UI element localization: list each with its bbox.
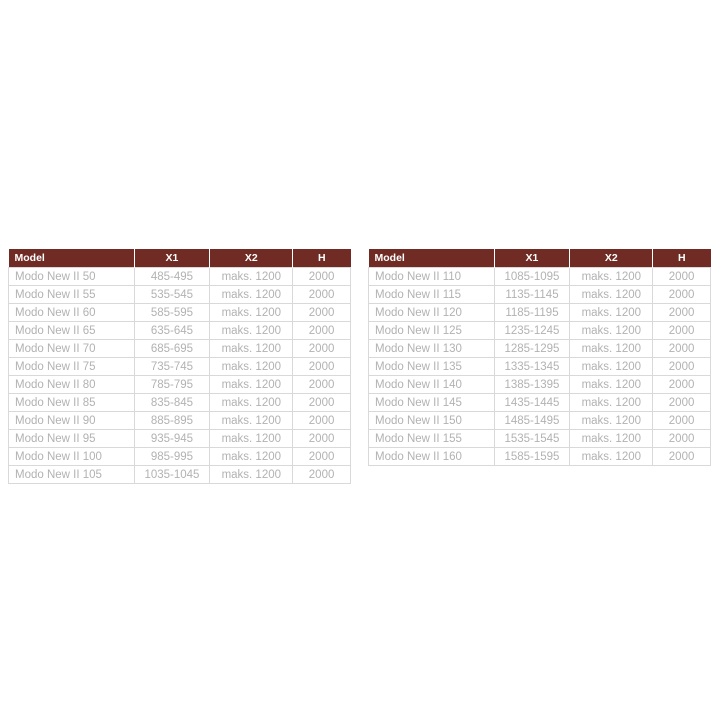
- cell-h: 2000: [653, 394, 711, 412]
- cell-x2: maks. 1200: [570, 448, 653, 466]
- cell-h: 2000: [653, 322, 711, 340]
- table-row: [369, 412, 711, 430]
- cell-x2: maks. 1200: [210, 448, 293, 466]
- table-row: [9, 394, 351, 412]
- cell-model: Modo New II 145: [369, 394, 495, 412]
- cell-x1: 1535-1545: [494, 430, 570, 448]
- cell-x2: maks. 1200: [210, 376, 293, 394]
- cell-model: Modo New II 85: [9, 394, 135, 412]
- cell-model: Modo New II 115: [369, 286, 495, 304]
- cell-h: 2000: [293, 322, 351, 340]
- table-row: [369, 322, 711, 340]
- cell-model: Modo New II 140: [369, 376, 495, 394]
- cell-x2: maks. 1200: [210, 358, 293, 376]
- cell-x2: maks. 1200: [210, 394, 293, 412]
- table-body: [9, 268, 351, 484]
- cell-x2: maks. 1200: [570, 358, 653, 376]
- cell-x1: 1585-1595: [494, 448, 570, 466]
- column-header-x1: X1: [494, 249, 570, 268]
- header-row: [369, 249, 711, 268]
- cell-model: Modo New II 65: [9, 322, 135, 340]
- cell-x2: maks. 1200: [570, 412, 653, 430]
- table-row: [369, 430, 711, 448]
- table-header-row: [9, 249, 351, 268]
- cell-x1: 885-895: [134, 412, 210, 430]
- table-row: [9, 268, 351, 286]
- cell-model: Modo New II 120: [369, 304, 495, 322]
- cell-x1: 1485-1495: [494, 412, 570, 430]
- cell-x1: 1385-1395: [494, 376, 570, 394]
- cell-x2: maks. 1200: [210, 466, 293, 484]
- cell-h: 2000: [293, 394, 351, 412]
- column-header-x1: X1: [134, 249, 210, 268]
- cell-x2: maks. 1200: [210, 268, 293, 286]
- spec-table-right: [368, 249, 711, 466]
- cell-x2: maks. 1200: [210, 304, 293, 322]
- cell-h: 2000: [653, 448, 711, 466]
- cell-x1: 485-495: [134, 268, 210, 286]
- cell-model: Modo New II 130: [369, 340, 495, 358]
- table-row: [369, 340, 711, 358]
- table-row: [9, 466, 351, 484]
- cell-x1: 985-995: [134, 448, 210, 466]
- cell-model: Modo New II 125: [369, 322, 495, 340]
- column-header-x2: X2: [210, 249, 293, 268]
- cell-model: Modo New II 100: [9, 448, 135, 466]
- cell-h: 2000: [653, 340, 711, 358]
- column-header-x2: X2: [570, 249, 653, 268]
- cell-x1: 1185-1195: [494, 304, 570, 322]
- table-row: [369, 394, 711, 412]
- cell-model: Modo New II 110: [369, 268, 495, 286]
- header-row: [9, 249, 351, 268]
- cell-h: 2000: [653, 304, 711, 322]
- cell-x2: maks. 1200: [570, 268, 653, 286]
- cell-h: 2000: [653, 376, 711, 394]
- table-row: [9, 448, 351, 466]
- cell-x1: 585-595: [134, 304, 210, 322]
- cell-x1: 1135-1145: [494, 286, 570, 304]
- cell-x1: 1335-1345: [494, 358, 570, 376]
- cell-h: 2000: [653, 268, 711, 286]
- cell-x1: 735-745: [134, 358, 210, 376]
- table-header-row: [369, 249, 711, 268]
- cell-x2: maks. 1200: [210, 340, 293, 358]
- cell-model: Modo New II 50: [9, 268, 135, 286]
- table-row: [9, 376, 351, 394]
- cell-h: 2000: [293, 448, 351, 466]
- cell-x1: 835-845: [134, 394, 210, 412]
- table-row: [9, 322, 351, 340]
- table-row: [9, 430, 351, 448]
- table-body: [369, 268, 711, 466]
- cell-model: Modo New II 150: [369, 412, 495, 430]
- cell-h: 2000: [293, 466, 351, 484]
- cell-h: 2000: [653, 358, 711, 376]
- cell-model: Modo New II 75: [9, 358, 135, 376]
- cell-x1: 935-945: [134, 430, 210, 448]
- cell-x1: 635-645: [134, 322, 210, 340]
- cell-x1: 535-545: [134, 286, 210, 304]
- table-row: [9, 304, 351, 322]
- cell-model: Modo New II 55: [9, 286, 135, 304]
- cell-h: 2000: [293, 286, 351, 304]
- cell-model: Modo New II 90: [9, 412, 135, 430]
- table-row: [9, 340, 351, 358]
- cell-h: 2000: [293, 376, 351, 394]
- cell-h: 2000: [293, 340, 351, 358]
- table-row: [369, 268, 711, 286]
- cell-x2: maks. 1200: [210, 322, 293, 340]
- table-row: [9, 286, 351, 304]
- cell-x2: maks. 1200: [570, 304, 653, 322]
- column-header-h: H: [653, 249, 711, 268]
- table-row: [9, 412, 351, 430]
- cell-x1: 1235-1245: [494, 322, 570, 340]
- table-row: [369, 376, 711, 394]
- cell-h: 2000: [293, 358, 351, 376]
- cell-x1: 685-695: [134, 340, 210, 358]
- cell-model: Modo New II 160: [369, 448, 495, 466]
- cell-x1: 1285-1295: [494, 340, 570, 358]
- column-header-h: H: [293, 249, 351, 268]
- table-row: [9, 358, 351, 376]
- cell-h: 2000: [653, 286, 711, 304]
- cell-x2: maks. 1200: [570, 340, 653, 358]
- spec-table-left: [8, 249, 351, 484]
- cell-x2: maks. 1200: [210, 430, 293, 448]
- cell-model: Modo New II 70: [9, 340, 135, 358]
- cell-model: Modo New II 135: [369, 358, 495, 376]
- cell-model: Modo New II 155: [369, 430, 495, 448]
- cell-x1: 1085-1095: [494, 268, 570, 286]
- table-row: [369, 358, 711, 376]
- cell-model: Modo New II 105: [9, 466, 135, 484]
- cell-x2: maks. 1200: [570, 322, 653, 340]
- cell-model: Modo New II 60: [9, 304, 135, 322]
- cell-x2: maks. 1200: [570, 286, 653, 304]
- cell-model: Modo New II 95: [9, 430, 135, 448]
- cell-h: 2000: [293, 304, 351, 322]
- cell-x2: maks. 1200: [210, 412, 293, 430]
- cell-h: 2000: [653, 412, 711, 430]
- cell-h: 2000: [653, 430, 711, 448]
- cell-x2: maks. 1200: [570, 430, 653, 448]
- spec-table: [368, 249, 711, 466]
- cell-x1: 1035-1045: [134, 466, 210, 484]
- cell-x2: maks. 1200: [570, 376, 653, 394]
- table-row: [369, 304, 711, 322]
- cell-h: 2000: [293, 412, 351, 430]
- table-row: [369, 448, 711, 466]
- cell-model: Modo New II 80: [9, 376, 135, 394]
- cell-h: 2000: [293, 430, 351, 448]
- cell-x1: 1435-1445: [494, 394, 570, 412]
- column-header-model: Model: [369, 249, 495, 268]
- table-row: [369, 286, 711, 304]
- spec-table: [8, 249, 351, 484]
- cell-x2: maks. 1200: [570, 394, 653, 412]
- cell-x1: 785-795: [134, 376, 210, 394]
- column-header-model: Model: [9, 249, 135, 268]
- cell-x2: maks. 1200: [210, 286, 293, 304]
- cell-h: 2000: [293, 268, 351, 286]
